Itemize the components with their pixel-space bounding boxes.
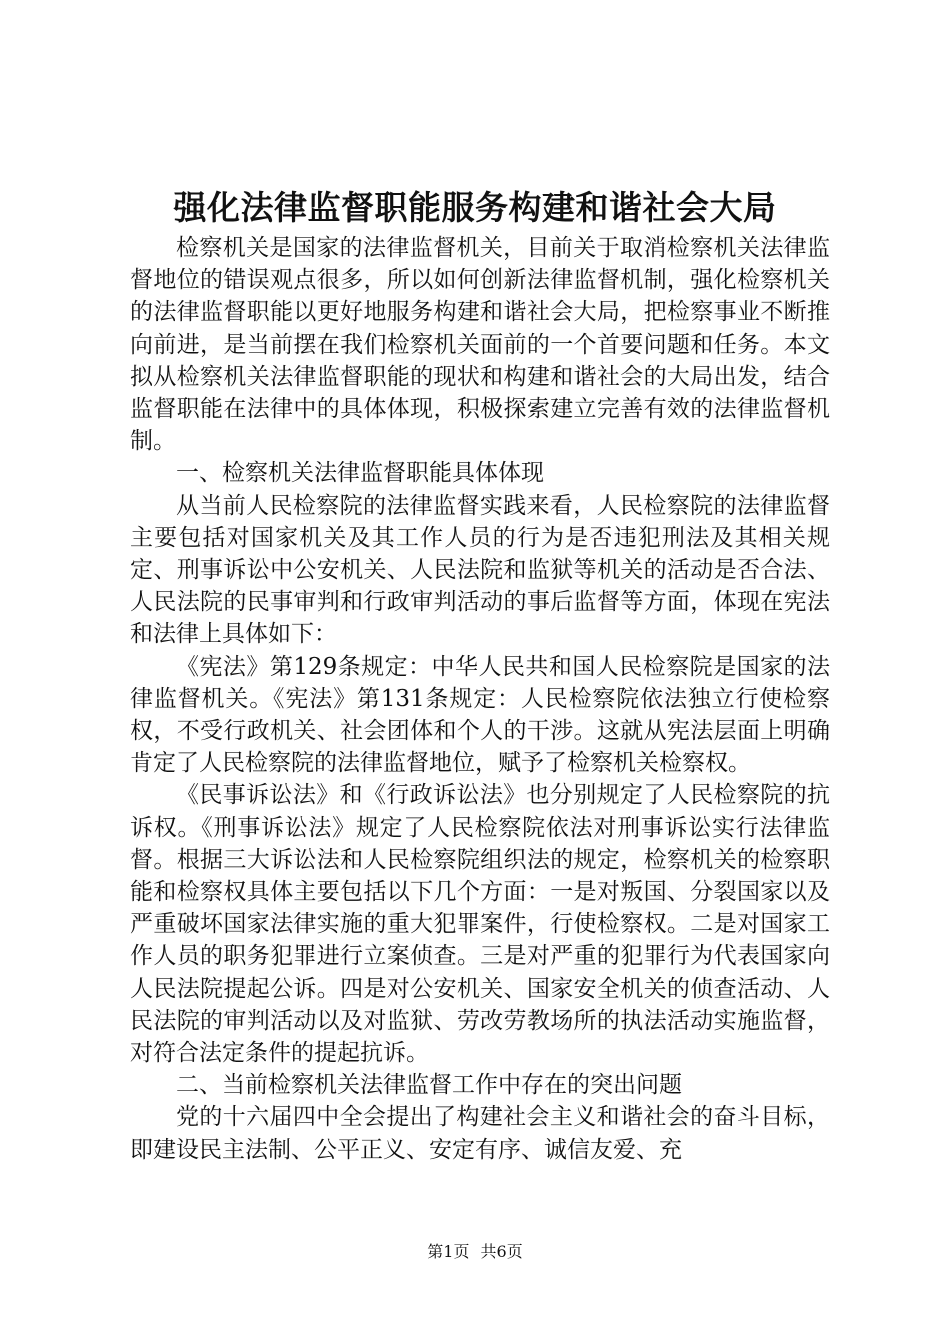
page-total: 共6页 [480, 1242, 523, 1261]
section-heading-1: 一、检察机关法律监督职能具体体现 [176, 460, 544, 487]
page-number: 第1页 [427, 1242, 470, 1261]
document-body [130, 232, 830, 1166]
paragraph-procedure-laws: 《民事诉讼法》和《行政诉讼法》也分别规定了人民检察院的抗诉权。《刑事诉讼法》规定了人民检察院依法对刑事诉讼实行法律监督。根据三大诉讼法和人民检察院组织法的规定，检察机关的检察职能和检察权具体主要包括以下几个方面：一是对叛国、分裂国家以及严重破坏国家法律实施的重大犯罪案件，行使检察权。二是对国家工作人员的职务犯罪进行立案侦查。三是对严重的犯罪行为代表国家向人民法院提起公诉。四是对公安机关、国家安全机关的侦查活动、人民法院的审判活动以及对监狱、劳改劳教场所的执法活动实施监督，对符合法定条件的提起抗诉。 [130, 782, 830, 1067]
document-title: 强化法律监督职能服务构建和谐社会大局 [173, 188, 777, 227]
section-heading-2: 二、当前检察机关法律监督工作中存在的突出问题 [176, 1072, 682, 1099]
paragraph-practice: 从当前人民检察院的法律监督实践来看，人民检察院的法律监督主要包括对国家机关及其工作人员的行为是否违犯刑法及其相关规定、刑事诉讼中公安机关、人民法院和监狱等机关的活动是否合法、人民法院的民事审判和行政审判活动的事后监督等方面，体现在宪法和法律上具体如下： [130, 492, 830, 648]
page-footer [0, 1240, 950, 1264]
paragraph-intro: 检察机关是国家的法律监督机关，目前关于取消检察机关法律监督地位的错误观点很多，所以如何创新法律监督机制，强化检察机关的法律监督职能以更好地服务构建和谐社会大局，把检察事业不断推向前进，是当前摆在我们检察机关面前的一个首要问题和任务。本文拟从检察机关法律监督职能的现状和构建和谐社会的大局出发，结合监督职能在法律中的具体体现，积极探索建立完善有效的法律监督机制。 [130, 235, 830, 455]
paragraph-constitution: 《宪法》第129条规定：中华人民共和国人民检察院是国家的法律监督机关。《宪法》第131条规定：人民检察院依法独立行使检察权，不受行政机关、社会团体和个人的干涉。这就从宪法层面上明确肯定了人民检察院的法律监督地位，赋予了检察机关检察权。 [130, 653, 830, 777]
paragraph-harmonious-society: 党的十六届四中全会提出了构建社会主义和谐社会的奋斗目标，即建设民主法制、公平正义、安定有序、诚信友爱、充 [130, 1104, 830, 1163]
